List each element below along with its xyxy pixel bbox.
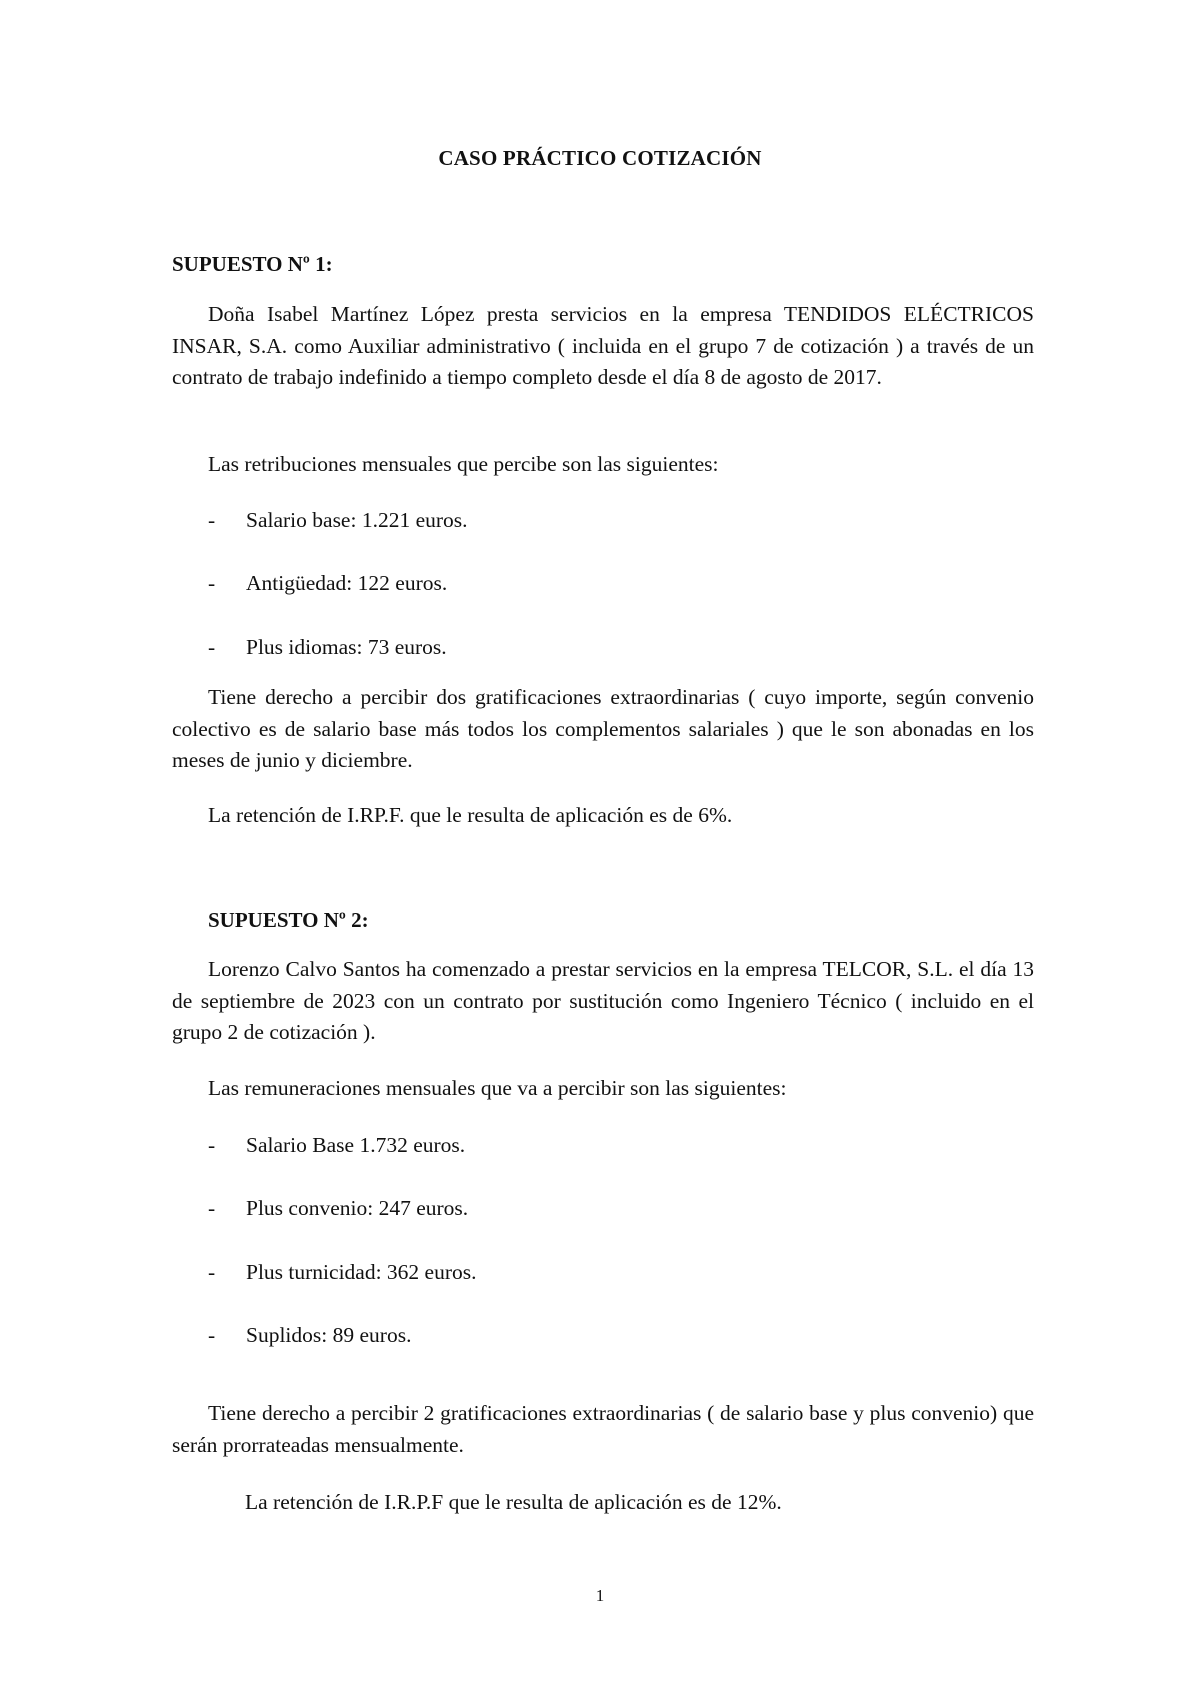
list-item [208,1257,477,1287]
list-item-text: Salario base: 1.221 euros. [246,508,468,532]
list-item [208,1193,468,1223]
supuesto-2-gratificaciones: Tiene derecho a percibir 2 gratificaciones extraordinarias ( de salario base y plus convenio) que serán prorrateadas mensualmente. [172,1401,1034,1457]
supuesto-1-heading: SUPUESTO Nº 1: [172,252,333,276]
list-item-text: Salario Base 1.732 euros. [246,1133,466,1157]
supuesto-1-gratificaciones: Tiene derecho a percibir dos gratificaciones extraordinarias ( cuyo importe, según convenio colectivo es de salario base más todos los complementos salariales ) que le son abonadas en los meses de junio y diciembre. [172,685,1034,772]
list-item [208,505,468,535]
list-bullet: - [208,1323,216,1347]
list-bullet: - [208,1133,216,1157]
list-item [208,1320,411,1350]
supuesto-2-heading: SUPUESTO Nº 2: [208,908,369,932]
supuesto-2-remuneraciones-intro: Las remuneraciones mensuales que va a percibir son las siguientes: [208,1076,787,1100]
list-item-text: Suplidos: 89 euros. [246,1323,412,1347]
list-item-text: Plus convenio: 247 euros. [246,1196,469,1220]
list-bullet: - [208,508,216,532]
list-bullet: - [208,1260,216,1284]
list-item [208,632,447,662]
page-number: 1 [595,1586,605,1605]
list-item-text: Plus idiomas: 73 euros. [246,635,447,659]
list-item [208,568,447,598]
supuesto-1-intro: Doña Isabel Martínez López presta servicios en la empresa TENDIDOS ELÉCTRICOS INSAR, S.A. como Auxiliar administrativo ( incluida en el grupo 7 de cotización ) a través de un contrato de trabajo indefinido a tiempo completo desde el día 8 de agosto de 2017. [172,302,1034,389]
supuesto-2-irpf: La retención de I.R.P.F que le resulta de aplicación es de 12%. [245,1490,782,1514]
supuesto-1-retribuciones-intro: Las retribuciones mensuales que percibe son las siguientes: [208,452,719,476]
supuesto-1-irpf: La retención de I.RP.F. que le resulta de aplicación es de 6%. [208,803,733,827]
list-bullet: - [208,571,216,595]
list-item [208,1130,465,1160]
document-title: CASO PRÁCTICO COTIZACIÓN [438,146,762,170]
list-bullet: - [208,635,216,659]
list-bullet: - [208,1196,216,1220]
list-item-text: Plus turnicidad: 362 euros. [246,1260,477,1284]
supuesto-2-intro: Lorenzo Calvo Santos ha comenzado a prestar servicios en la empresa TELCOR, S.L. el día 13 de septiembre de 2023 con un contrato por sustitución como Ingeniero Técnico ( incluido en el grupo 2 de cotización ). [172,957,1034,1044]
list-item-text: Antigüedad: 122 euros. [246,571,448,595]
